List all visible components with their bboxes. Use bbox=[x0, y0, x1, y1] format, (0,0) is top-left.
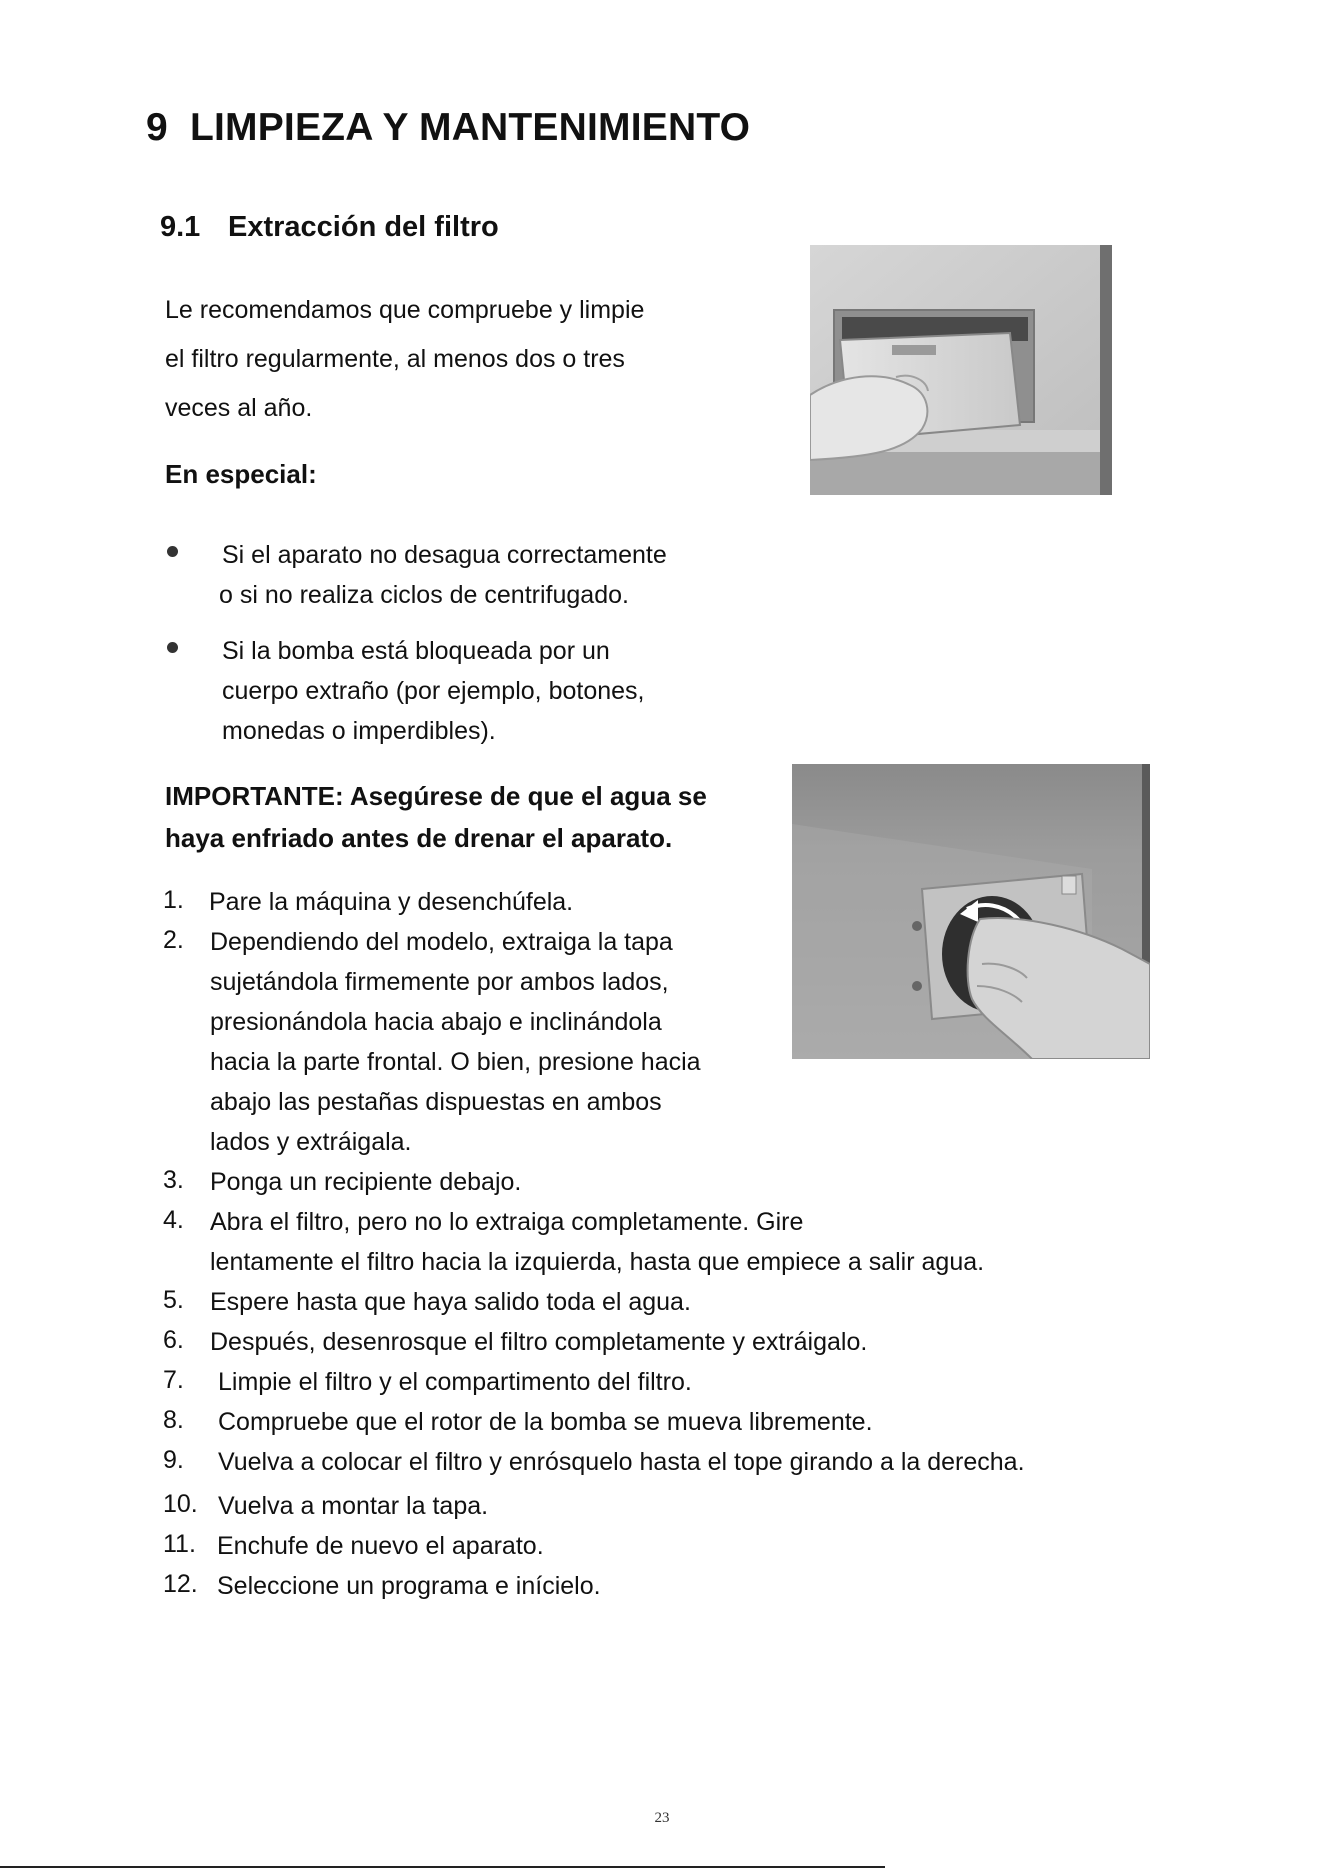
bullet-dot bbox=[167, 642, 178, 653]
important-line: IMPORTANTE: Asegúrese de que el agua se bbox=[165, 781, 707, 811]
bullet-text bbox=[219, 535, 667, 615]
bullet-line: monedas o imperdibles). bbox=[222, 717, 496, 745]
intro-line: el filtro regularmente, al menos dos o tres bbox=[165, 345, 625, 373]
step-text bbox=[210, 922, 701, 1162]
step-text bbox=[209, 882, 573, 922]
step-number: 10. bbox=[163, 1490, 198, 1518]
step-text bbox=[217, 1526, 544, 1566]
step-number: 8. bbox=[163, 1406, 184, 1434]
step-text bbox=[218, 1442, 1025, 1482]
step-line: Enchufe de nuevo el aparato. bbox=[217, 1532, 544, 1560]
bottom-rule bbox=[0, 1866, 885, 1868]
step-line: Vuelva a montar la tapa. bbox=[218, 1492, 489, 1520]
step-text bbox=[218, 1402, 873, 1442]
step-text bbox=[218, 1486, 488, 1526]
step-number: 3. bbox=[163, 1166, 184, 1194]
bullet-dot bbox=[167, 546, 178, 557]
intro-paragraph bbox=[165, 286, 725, 433]
step-line: Limpie el filtro y el compartimento del filtro. bbox=[218, 1368, 692, 1396]
step-text bbox=[210, 1162, 521, 1202]
bullet-line: Si la bomba está bloqueada por un bbox=[222, 637, 610, 665]
filter-cover-illustration bbox=[810, 245, 1112, 495]
filter-turning-photo bbox=[792, 764, 1150, 1059]
step-number: 7. bbox=[163, 1366, 184, 1394]
step-number: 9. bbox=[163, 1446, 184, 1474]
bullet-line: cuerpo extraño (por ejemplo, botones, bbox=[222, 677, 645, 705]
step-line: lentamente el filtro hacia la izquierda, hasta que empiece a salir agua. bbox=[210, 1248, 985, 1276]
filter-turning-illustration bbox=[792, 764, 1150, 1059]
step-line: lados y extráigala. bbox=[210, 1128, 412, 1156]
step-number: 5. bbox=[163, 1286, 184, 1314]
step-line: Ponga un recipiente debajo. bbox=[210, 1168, 522, 1196]
intro-line: veces al año. bbox=[165, 394, 313, 422]
step-number: 4. bbox=[163, 1206, 184, 1234]
step-line: Seleccione un programa e inícielo. bbox=[217, 1572, 601, 1600]
step-line: Espere hasta que haya salido toda el agua. bbox=[210, 1288, 691, 1316]
subheading-en-especial: En especial: bbox=[165, 459, 317, 489]
step-line: Dependiendo del modelo, extraiga la tapa bbox=[210, 928, 673, 956]
page-number: 23 bbox=[654, 1810, 670, 1826]
step-number: 12. bbox=[163, 1570, 198, 1598]
step-line: sujetándola firmemente por ambos lados, bbox=[210, 968, 669, 996]
section-number: 9.1 bbox=[160, 211, 201, 243]
step-number: 2. bbox=[163, 926, 184, 954]
chapter-title-text: LIMPIEZA Y MANTENIMIENTO bbox=[189, 106, 751, 149]
step-number: 1. bbox=[163, 886, 184, 914]
step-line: Vuelva a colocar el filtro y enrósquelo hasta el tope girando a la derecha. bbox=[218, 1448, 1025, 1476]
step-text bbox=[217, 1566, 601, 1606]
important-warning bbox=[165, 775, 805, 859]
step-text bbox=[210, 1322, 867, 1362]
step-line: hacia la parte frontal. O bien, presione hacia bbox=[210, 1048, 701, 1076]
bullet-line: o si no realiza ciclos de centrifugado. bbox=[219, 581, 629, 609]
step-number: 6. bbox=[163, 1326, 184, 1354]
step-line: presionándola hacia abajo e inclinándola bbox=[210, 1008, 662, 1036]
filter-cover-photo bbox=[810, 245, 1112, 495]
step-line: Pare la máquina y desenchúfela. bbox=[209, 888, 574, 916]
intro-line: Le recomendamos que compruebe y limpie bbox=[165, 296, 645, 324]
bullet-line: Si el aparato no desagua correctamente bbox=[222, 541, 667, 569]
step-line: abajo las pestañas dispuestas en ambos bbox=[210, 1088, 662, 1116]
step-text bbox=[210, 1282, 691, 1322]
step-line: Después, desenrosque el filtro completamente y extráigalo. bbox=[210, 1328, 868, 1356]
step-text bbox=[218, 1362, 692, 1402]
bullet-text bbox=[222, 631, 644, 751]
section-title bbox=[160, 211, 499, 244]
step-line: Abra el filtro, pero no lo extraiga completamente. Gire bbox=[210, 1208, 804, 1236]
step-text bbox=[210, 1202, 984, 1282]
chapter-title bbox=[146, 106, 750, 150]
step-number: 11. bbox=[163, 1530, 196, 1558]
section-title-text: Extracción del filtro bbox=[228, 211, 499, 243]
important-line: haya enfriado antes de drenar el aparato. bbox=[165, 823, 673, 853]
step-line: Compruebe que el rotor de la bomba se mueva libremente. bbox=[218, 1408, 873, 1436]
chapter-number: 9 bbox=[146, 106, 168, 149]
